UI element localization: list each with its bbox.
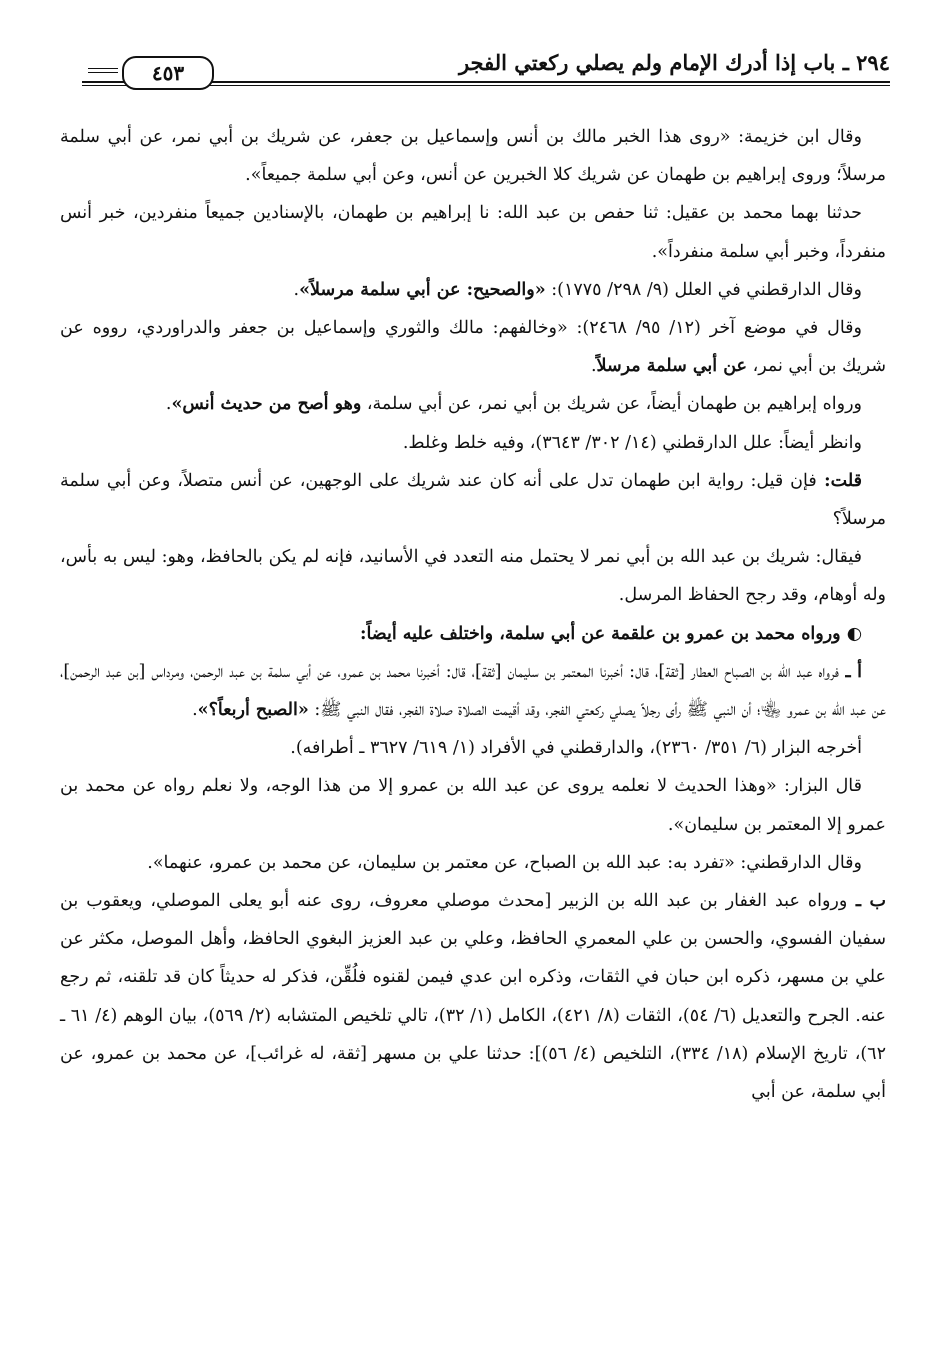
page-number-frame [122,56,214,90]
bold-lead: ب ـ [847,891,886,912]
text-run: حدثنا بهما محمد بن عقيل: ثنا حفص بن عبد الله: نا إبراهيم بن طهمان، بالإسنادين جميعاً منفردين، خبر أنس منفرداً، وخبر أبي سلمة منفرداً». [60,203,886,262]
bold-lead: أ ـ [838,661,862,682]
bold-quote: وهو أصح من حديث أنس» [171,394,362,415]
page-header [82,44,890,88]
text-run: . [293,279,300,300]
running-title: ٢٩٤ ـ باب إذا أدرك الإمام ولم يصلي ركعتي الفجر [458,50,890,75]
text-run: فرواه عبد الله بن الصباح العطار [ثقة]، قال: أخبرنا المعتمر بن سليمان [ثقة]، قال: أخبرنا محمد بن عمرو، عن أبي سلمة بن عبد الرحمن، ومرداس [بن عبد الرحمن]، عن عبد الله بن عمرو ﵄؛ أن النبي ﷺ رأى رجلاً يصلي ركعتي الفجر، وقد أقيمت الصلاة صلاة الفجر، فقال النبي ﷺ: [60,661,886,721]
paragraph-heading [60,615,886,653]
bold-heading: ورواه محمد بن عمرو بن علقمة عن أبي سلمة، واختلف عليه أيضاً: [360,623,841,644]
text-run: . [192,700,198,721]
bold-quote: «الصبح أربعاً؟» [197,700,309,721]
text-run: وقال ابن خزيمة: «روى هذا الخبر مالك بن أنس وإسماعيل بن جعفر، عن شريك بن أبي نمر، عن أبي سلمة مرسلاً؛ وروى إبراهيم بن طهمان عن شريك كلا الخبرين عن أنس، وعن أبي سلمة جميعاً». [60,127,886,186]
text-run: . [165,394,172,415]
page-number: ٤٥٣ [151,61,185,85]
text-run: فيقال: شريك بن عبد الله بن أبي نمر لا يحتمل منه التعدد في الأسانيد، فإنه لم يكن بالحافظ، وهو: ليس به بأس، وله أوهام، وقد رجح الحفاظ المرسل. [60,547,886,606]
paragraph [60,882,886,1111]
text-run: ورواه عبد الغفار بن عبد الله بن الزبير [محدث موصلي معروف، روى عنه أبو يعلى الموصلي، ويعقوب بن سفيان الفسوي، والحسن بن علي المعمري الحافظ، وعلي بن عبد العزيز البغوي الحافظ، وأهل الموصل، مكثر عن علي بن مسهر، ذكره ابن حبان في الثقات، وذكره ابن عدي فيمن لقنوه فلُقِّن، فذكر له حديثاً كان قد تلقنه، ثم رجع عنه. الجرح والتعديل (٦/ ٥٤)، الثقات (٨/ ٤٢١)، الكامل (١/ ٣٢)، تالي تلخيص المتشابه (٢/ ٥٦٩)، بيان الوهم (٤/ ٦١ ـ ٦٢)، تاريخ الإسلام (١٨/ ٣٣٤)، التلخيص (٤/ ٥٦)]: حدثنا علي بن مسهر [ثقة، له غرائب]، عن محمد بن عمرو، عن أبي سلمة، عن أبي [60,891,886,1103]
text-run: فإن قيل: رواية ابن طهمان تدل على أنه كان عند شريك على الوجهين، عن أنس متصلاً، وعن أبي سلمة مرسلاً؟ [60,470,886,530]
text-run: أخرجه البزار (٦/ ٣٥١/ ٢٣٦٠)، والدارقطني في الأفراد (١/ ٦١٩/ ٣٦٢٧ ـ أطرافه). [290,738,862,759]
text-run: وقال الدارقطني: «تفرد به: عبد الله بن الصباح، عن معتمر بن سليمان، عن محمد بن عمرو، عنهما». [147,852,862,873]
paragraph [60,118,886,194]
paragraph [60,194,886,270]
text-run: وانظر أيضاً: علل الدارقطني (١٤/ ٣٠٢/ ٣٦٤٣)، وفيه خلط وغلط. [402,432,862,453]
paragraph [60,729,886,767]
paragraph [60,385,886,423]
paragraph [60,844,886,882]
paragraph [60,653,886,729]
bold-lead: قلت: [816,470,862,491]
header-ornament-lines [88,68,118,76]
text-run: قال البزار: «وهذا الحديث لا نعلمه يروى عن عبد الله بن عمرو إلا من هذا الوجه، ولا نعلم رواه عن محمد بن عمرو إلا المعتمر بن سليمان». [60,776,886,835]
bullet-icon: ◐ [840,623,862,644]
paragraph [60,538,886,614]
paragraph [60,462,886,538]
paragraph [60,767,886,843]
text-run: . [590,356,597,377]
paragraph [60,271,886,309]
paragraph [60,309,886,385]
text-run: وقال الدارقطني في العلل (٩/ ٢٩٨/ ١٧٧٥): [545,279,862,300]
text-run: وقال في موضع آخر (١٢/ ٩٥/ ٢٤٦٨): «وخالفهم: مالك والثوري وإسماعيل بن جعفر والدراوردي، رووه عن شريك بن أبي نمر، [60,318,886,377]
body-text [60,118,886,1111]
text-run: ورواه إبراهيم بن طهمان أيضاً، عن شريك بن أبي نمر، عن أبي سلمة، [361,394,862,415]
bold-quote: «والصحيح: عن أبي سلمة مرسلاً» [299,279,546,300]
paragraph [60,424,886,462]
bold-quote: عن أبي سلمة مرسلاً [596,356,747,377]
